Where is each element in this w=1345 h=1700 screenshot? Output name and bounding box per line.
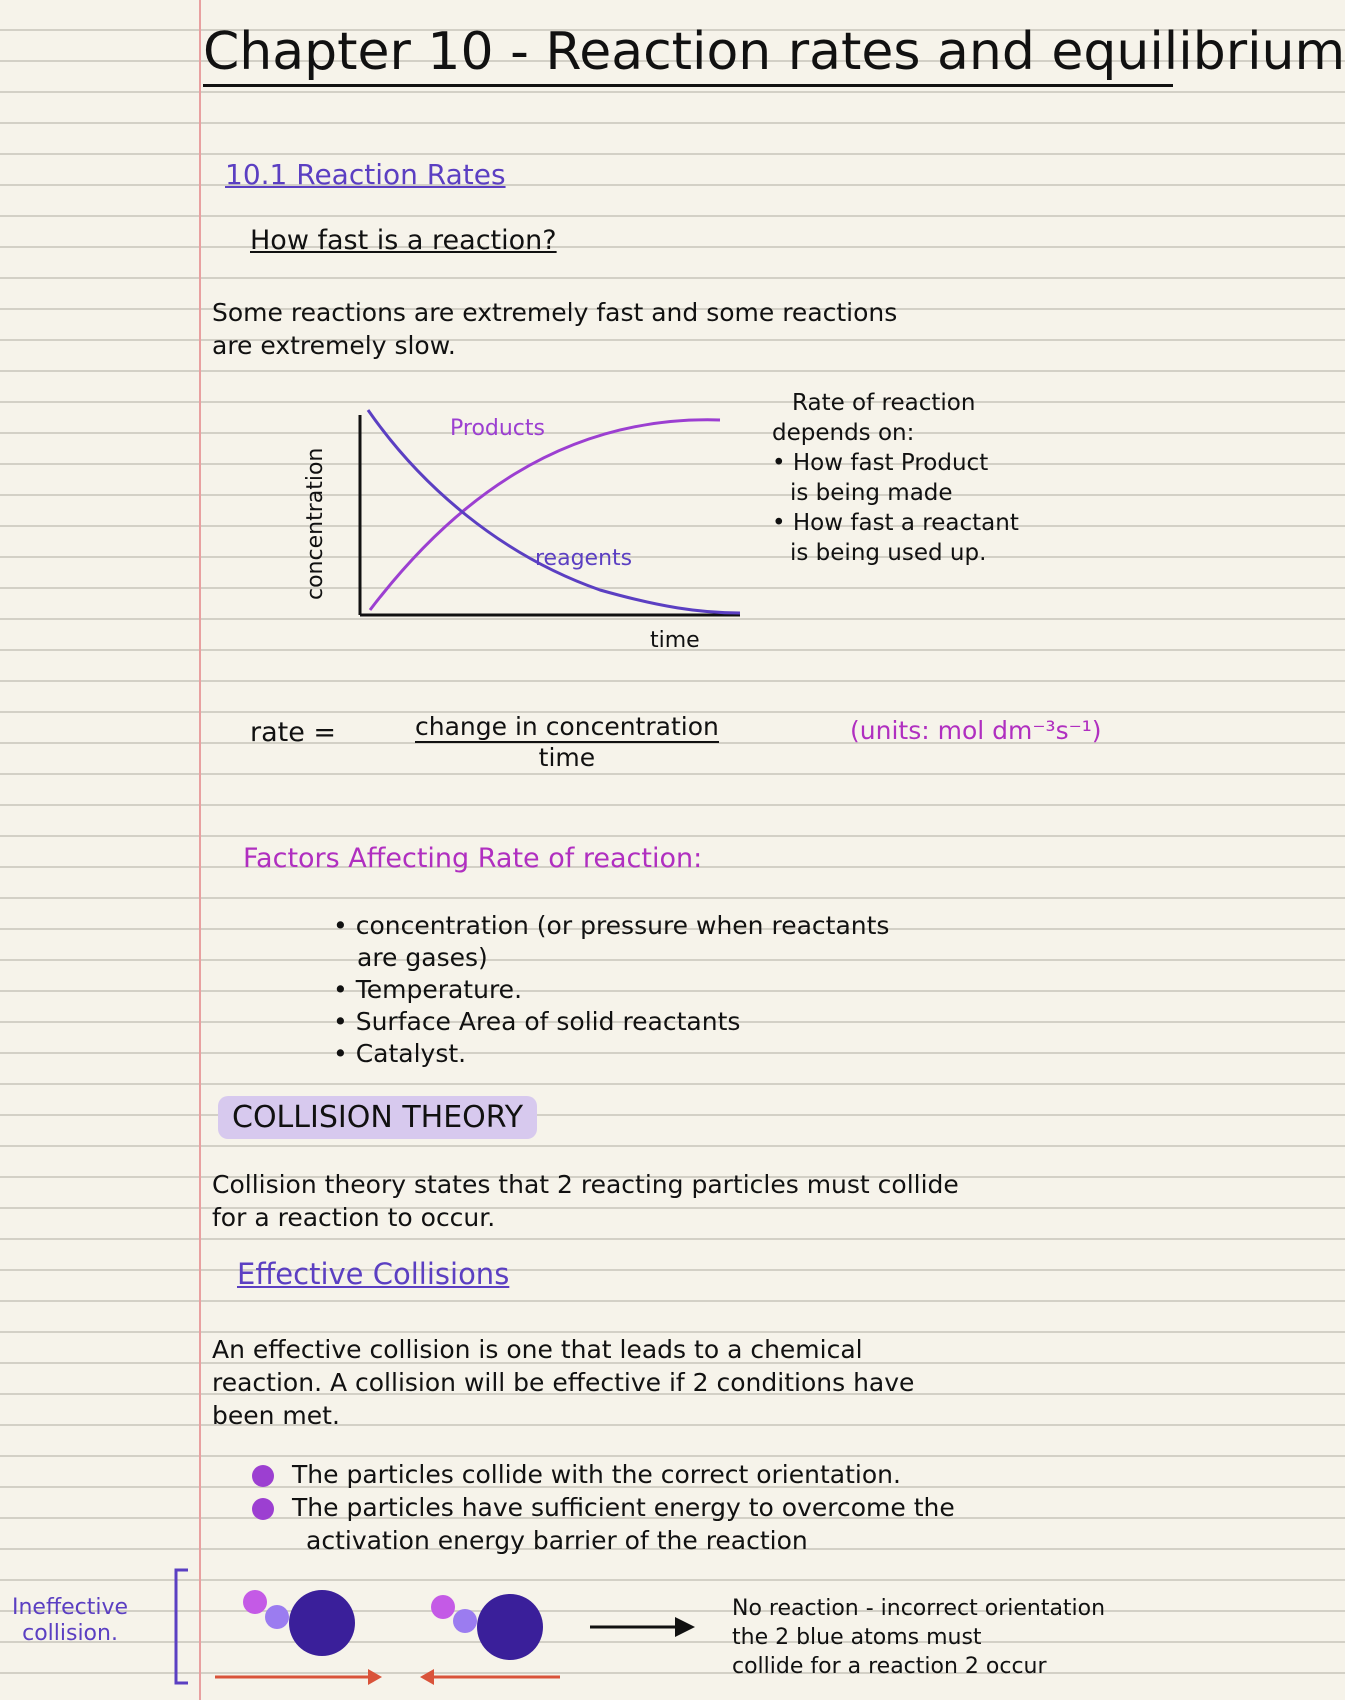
list-item: • Surface Area of solid reactants bbox=[333, 1007, 741, 1036]
list-item: The particles have sufficient energy to overcome the bbox=[252, 1491, 955, 1524]
ineffective-note: No reaction - incorrect orientation the 2 blue atoms must collide for a reaction 2 occur bbox=[732, 1596, 1106, 1679]
page-title: Chapter 10 - Reaction rates and equilibrium bbox=[203, 22, 1173, 87]
reagents-label: reagents bbox=[535, 546, 633, 571]
list-item: • Catalyst. bbox=[333, 1039, 467, 1068]
ineffective-collision-label: Ineffective collision. bbox=[12, 1595, 129, 1646]
section-heading: 10.1 Reaction Rates bbox=[225, 158, 506, 191]
list-item: The particles collide with the correct orientation. bbox=[252, 1458, 955, 1491]
effective-collision-text: An effective collision is one that leads to a chemical reaction. A collision will be effective if 2 conditions have been met. bbox=[212, 1335, 915, 1430]
effective-conditions bbox=[252, 1458, 955, 1557]
motion-arrowhead-icon bbox=[420, 1669, 434, 1685]
rate-formula-lhs: rate = bbox=[250, 717, 337, 748]
list-item: • Temperature. bbox=[333, 975, 523, 1004]
particle-large bbox=[477, 1594, 543, 1660]
list-item: activation energy barrier of the reaction bbox=[306, 1526, 808, 1555]
effective-collisions-heading: Effective Collisions bbox=[237, 1257, 510, 1291]
bullet-dot-icon bbox=[252, 1465, 274, 1487]
concentration-time-graph bbox=[300, 395, 760, 660]
ineffective-collision-diagram bbox=[170, 1565, 730, 1700]
y-axis-label: concentration bbox=[303, 447, 328, 600]
reagents-curve bbox=[368, 410, 740, 613]
bullet-dot-icon bbox=[252, 1498, 274, 1520]
arrow-head-icon bbox=[675, 1617, 695, 1637]
motion-arrowhead-icon bbox=[368, 1669, 382, 1685]
products-label: Products bbox=[450, 416, 545, 441]
intro-paragraph: Some reactions are extremely fast and some reactions are extremely slow. bbox=[212, 298, 898, 360]
particle-large bbox=[289, 1590, 355, 1656]
rate-note: Rate of reaction depends on: • How fast Product is being made • How fast a reactant is being used up. bbox=[772, 390, 1019, 566]
margin-line bbox=[199, 0, 201, 1700]
rate-units: (units: mol dm⁻³s⁻¹) bbox=[850, 716, 1102, 745]
collision-theory-heading: COLLISION THEORY bbox=[218, 1096, 537, 1139]
bracket-icon bbox=[176, 1570, 188, 1683]
collision-theory-text: Collision theory states that 2 reacting particles must collide for a reaction to occur. bbox=[212, 1170, 959, 1232]
factors-heading: Factors Affecting Rate of reaction: bbox=[243, 843, 703, 874]
particle-light bbox=[243, 1590, 267, 1614]
list-item: • concentration (or pressure when reactants bbox=[333, 911, 890, 940]
subheading: How fast is a reaction? bbox=[250, 225, 557, 256]
factors-list bbox=[333, 910, 889, 1070]
list-item: are gases) bbox=[357, 943, 488, 972]
x-axis-label: time bbox=[650, 628, 700, 653]
particle-light bbox=[453, 1609, 477, 1633]
particle-light bbox=[431, 1595, 455, 1619]
particle-light bbox=[265, 1605, 289, 1629]
rate-formula-fraction: change in concentration time bbox=[415, 712, 719, 772]
products-curve bbox=[370, 420, 720, 610]
